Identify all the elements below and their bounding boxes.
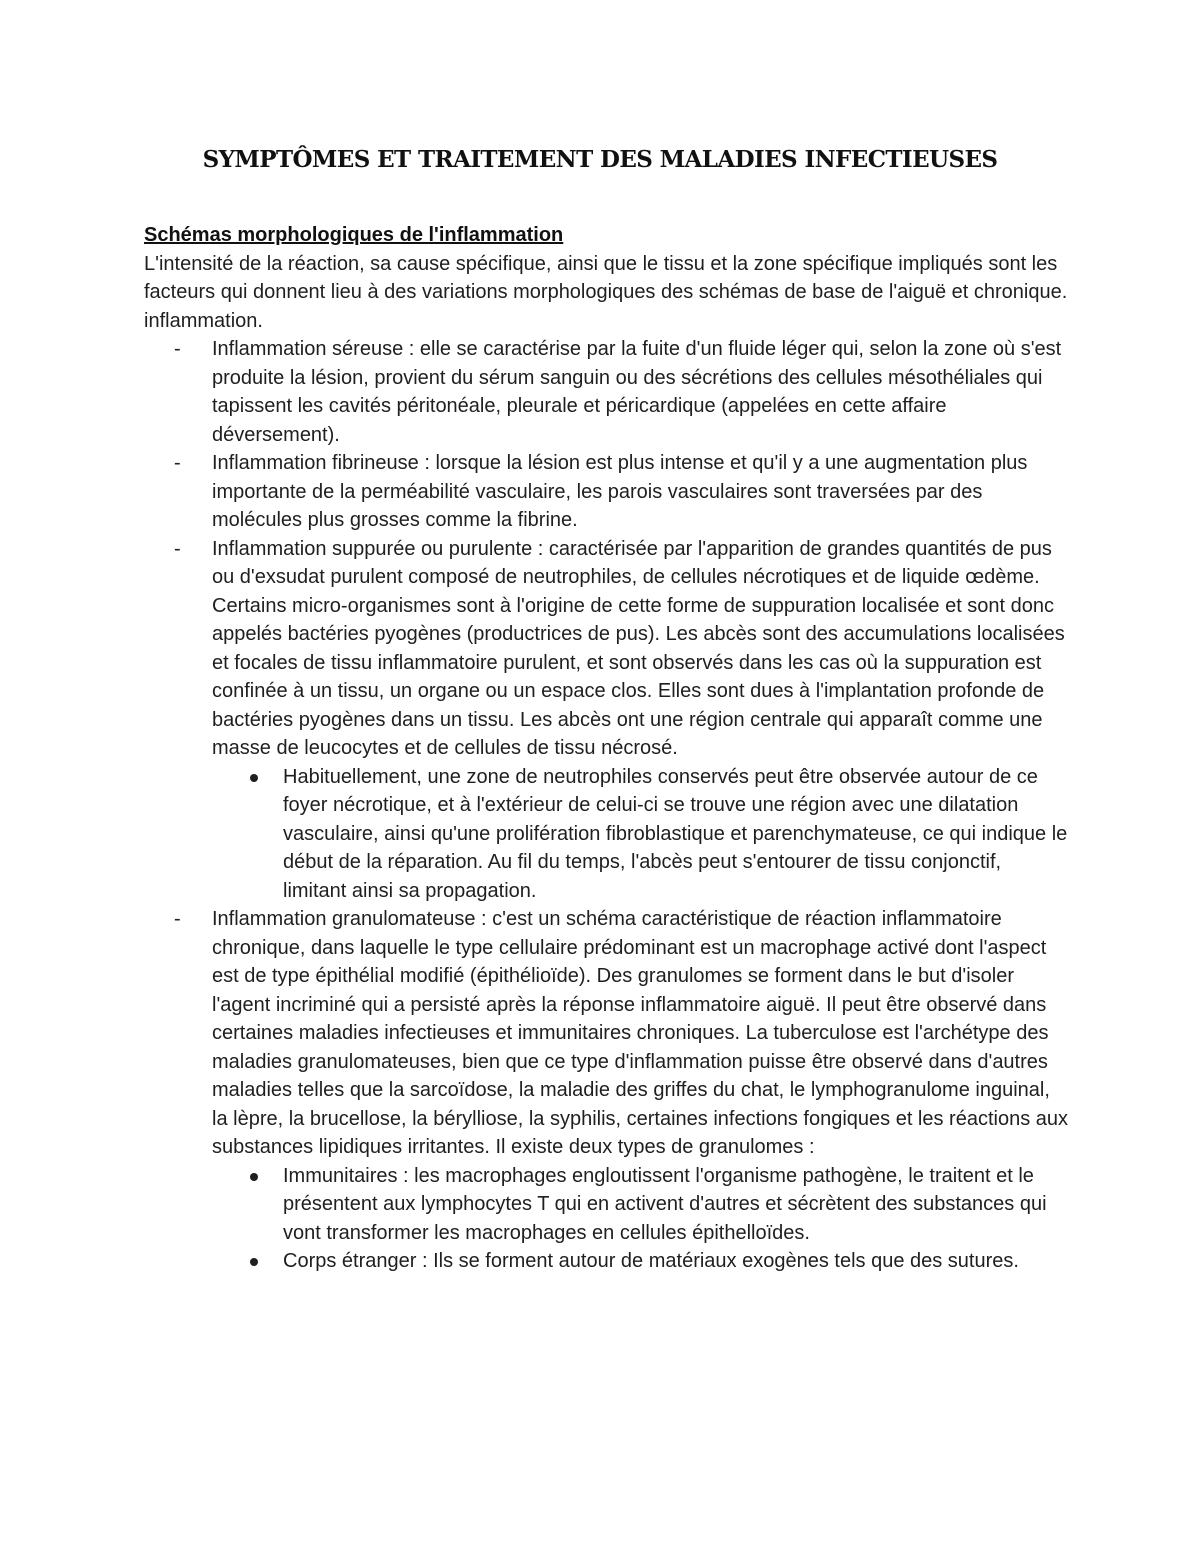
dash-marker: -: [174, 452, 181, 474]
sub-list-item-text: Immunitaires : les macrophages engloutissent l'organisme pathogène, le traitent et le présentent aux lymphocytes T qui en activent d'autres et sécrètent des substances qui vont transformer les macrophages en cellules épithelloïdes.: [283, 1164, 1047, 1244]
section-heading: Schémas morphologiques de l'inflammation: [144, 224, 564, 246]
sub-list-item-text: Corps étranger : Ils se forment autour de matériaux exogènes tels que des sutures.: [283, 1250, 1019, 1272]
dash-marker: -: [174, 338, 181, 360]
list-item-text: Inflammation séreuse : elle se caractérise par la fuite d'un fluide léger qui, selon la zone où s'est produite la lésion, provient du sérum sanguin ou des sécrétions des cellules mésothéliales qui tapissent les cavités péritonéale, pleurale et péricardique (appelées en cette affaire déversement).: [212, 338, 1062, 446]
inflammation-types-list: [144, 335, 1069, 1276]
suppuree-sublist: [212, 763, 1069, 906]
bullet-icon: [250, 1258, 258, 1266]
granulome-types-sublist: [212, 1162, 1069, 1276]
bullet-icon: [250, 1173, 258, 1181]
intro-paragraph: L'intensité de la réaction, sa cause spécifique, ainsi que le tissu et la zone spécifique impliqués sont les facteurs qui donnent lieu à des variations morphologiques des schémas de base de l'aiguë et chronique. inflammation.: [144, 252, 1068, 332]
document-body: [144, 221, 1069, 1276]
list-item-text: Inflammation suppurée ou purulente : caractérisée par l'apparition de grandes quantités de pus ou d'exsudat purulent composé de neutrophiles, de cellules nécrotiques et de liquide œdème. Certains micro-organismes sont à l'origine de cette forme de suppuration localisée et sont donc appelés bactéries pyogènes (productrices de pus). Les abcès sont des accumulations localisées et focales de tissu inflammatoire purulent, et sont observés dans les cas où la suppuration est confinée à un tissu, un organe ou un espace clos. Elles sont dues à l'implantation profonde de bactéries pyogènes dans un tissu. Les abcès ont une région centrale qui apparaît comme une masse de leucocytes et de cellules de tissu nécrosé.: [212, 537, 1065, 759]
dash-marker: -: [174, 537, 181, 560]
sub-list-item-immunitaires: [283, 1162, 1069, 1248]
bullet-icon: [250, 774, 258, 782]
list-item-sereuse: [174, 335, 1069, 449]
sub-list-item-text: Habituellement, une zone de neutrophiles conservés peut être observée autour de ce foyer nécrotique, et à l'extérieur de celui-ci se trouve une région avec une dilatation vasculaire, ainsi qu'une prolifération fibroblastique et parenchymateuse, ce qui indique le début de la réparation. Au fil du temps, l'abcès peut s'entourer de tissu conjonctif, limitant ainsi sa propagation.: [283, 765, 1068, 902]
list-item-text: Inflammation fibrineuse : lorsque la lésion est plus intense et qu'il y a une augmentation plus importante de la perméabilité vasculaire, les parois vasculaires sont traversées par des molécules plus grosses comme la fibrine.: [212, 452, 1028, 531]
list-item-suppuree: [174, 535, 1069, 906]
sub-list-item-corps-etranger: [283, 1247, 1069, 1276]
list-item-fibrineuse: [174, 449, 1069, 535]
dash-marker: -: [174, 908, 181, 930]
list-item-text: Inflammation granulomateuse : c'est un schéma caractéristique de réaction inflammatoire chronique, dans laquelle le type cellulaire prédominant est un macrophage activé dont l'aspect est de type épithélial modifié (épithélioïde). Des granulomes se forment dans le but d'isoler l'agent incriminé qui a persisté après la réponse inflammatoire aiguë. Il peut être observé dans certaines maladies infectieuses et immunitaires chroniques. La tuberculose est l'archétype des maladies granulomateuses, bien que ce type d'inflammation puisse être observé dans d'autres maladies telles que la sarcoïdose, la maladie des griffes du chat, le lymphogranulome inguinal, la lèpre, la brucellose, la bérylliose, la syphilis, certaines infections fongiques et les réactions aux substances lipidiques irritantes. Il existe deux types de granulomes :: [212, 908, 1069, 1158]
document-title: SYMPTÔMES ET TRAITEMENT DES MALADIES INFECTIEUSES: [202, 146, 998, 173]
list-item-granulomateuse: [174, 905, 1069, 1276]
sub-list-item-abces: [283, 763, 1069, 906]
